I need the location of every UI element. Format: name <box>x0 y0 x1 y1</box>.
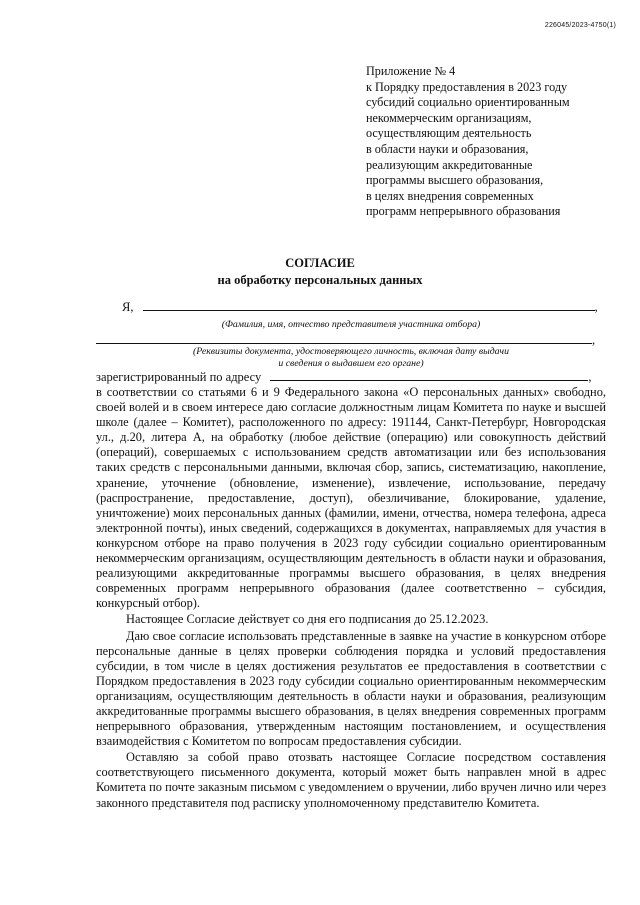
document-title: СОГЛАСИЕ <box>285 256 355 270</box>
name-row <box>122 300 598 315</box>
appendix-line: субсидий социально ориентированным <box>366 95 570 110</box>
comma: , <box>588 370 592 384</box>
registration-number: 226045/2023-4750(1) <box>544 22 616 29</box>
caption-doc-line1: (Реквизиты документа, удостоверяющего личность, включая дату выдачи <box>192 346 510 357</box>
ya-label: Я, <box>122 300 134 314</box>
comma: , <box>592 333 596 347</box>
appendix-line: программ непрерывного образования <box>366 204 561 219</box>
appendix-line: программы высшего образования, <box>366 173 544 188</box>
address-row <box>96 370 592 385</box>
appendix-line: реализующим аккредитованные <box>366 157 533 172</box>
caption-doc-line2: и сведения о выдавшем его органе) <box>278 358 424 369</box>
comma: , <box>594 300 598 314</box>
appendix-line: в области науки и образования, <box>366 141 529 156</box>
document-subtitle: на обработку персональных данных <box>217 273 423 287</box>
paragraph-revocation: Оставляю за собой право отозвать настоящее Согласие посредством составления соответствующего письменного документа, который может быть направлен мной в адрес Комитета по почте заказным письмом с уведомлением о вручении, либо вручен лично или через законного представителя под расписку уполномоченному представителю Комитета. <box>96 750 607 810</box>
name-fill-line[interactable] <box>143 300 595 311</box>
appendix-line: в целях внедрения современных <box>366 188 534 203</box>
paragraph-purpose: Даю свое согласие использовать представленные в заявке на участие в конкурсном отборе персональные данные в целях проверки соблюдения порядка и условий предоставления субсидии, в том числе в целях достижения результатов ее предоставления в соответствии с Порядком предоставления в 2023 году субсидии социально ориентированным некоммерческим организациям, осуществляющим деятельность в области науки и образования, реализующим аккредитованные программы высшего образования, в целях внедрения современных программ непрерывного образования, утвержденным настоящим постановлением, и осуществления взаимодействия с Комитетом по вопросам предоставления субсидии. <box>96 628 606 749</box>
address-fill-line[interactable] <box>270 370 588 381</box>
paragraph-validity: Настоящее Согласие действует со дня его подписания до 25.12.2023. <box>126 612 489 627</box>
paragraph-consent: в соответствии со статьями 6 и 9 Федерального закона «О персональных данных» свободно, своей волей и в своем интересе даю согласие должностным лицам Комитета по науке и высшей школе (далее – Комитет), расположенного по адресу: 191144, Санкт-Петербург, Новгородская ул., д.20, литера А, на обработку (любое действие (операцию) или совокупность действий (операций), совершаемых с использованием средств автоматизации или без использования таких средств с персональными данными, включая сбор, запись, систематизацию, накопление, хранение, уточнение (обновление, изменение), извлечение, использование, передачу (распространение, предоставление, доступ), обезличивание, блокирование, удаление, уничтожение) моих персональных данных (фамилии, имени, отчества, номера телефона, адреса электронной почты), иных сведений, содержащихся в документах, направляемых для участия в конкурсном отборе на право получения в 2023 году субсидии социально ориентированным некоммерческим организациям, осуществляющим деятельность в области науки и образования, реализующими аккредитованные программы высшего образования, в целях внедрения современных программ непрерывного образования (далее соответственно – субсидия, конкурсный отбор). <box>96 385 606 611</box>
document-fill-line[interactable] <box>96 333 592 344</box>
appendix-line: Приложение № 4 <box>366 64 456 78</box>
consent-body <box>96 385 606 811</box>
caption-fio: (Фамилия, имя, отчество представителя участника отбора) <box>221 319 481 330</box>
address-label: зарегистрированный по адресу <box>96 370 262 384</box>
appendix-line: некоммерческим организациям, <box>366 110 532 125</box>
appendix-block <box>366 64 616 220</box>
appendix-line: осуществляющим деятельность <box>366 126 532 141</box>
appendix-line: к Порядку предоставления в 2023 году <box>366 79 568 94</box>
